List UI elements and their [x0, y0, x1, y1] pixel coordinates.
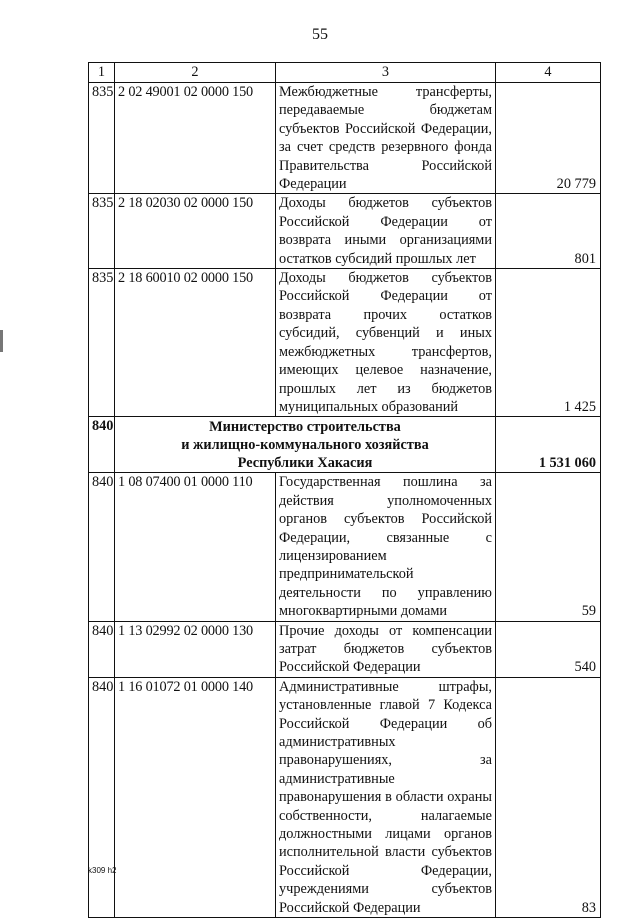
admin-code: 835	[89, 83, 115, 194]
page-number: 55	[312, 26, 328, 43]
scan-artifact	[0, 330, 3, 352]
ministry-title-line: Министерство строительства	[209, 419, 401, 436]
budget-revenue-table	[88, 62, 601, 918]
admin-code: 835	[89, 269, 115, 417]
table-row	[89, 621, 601, 677]
ministry-admin-code: 840	[89, 417, 115, 473]
admin-code: 840	[89, 621, 115, 677]
admin-code: 835	[89, 194, 115, 269]
revenue-amount: 801	[496, 194, 601, 269]
revenue-description: Государственная пошлина за действия уполномоченных органов субъектов Российской Федерации, связанные с лицензированием предпринимательской деятельности по управлению многоквартирными домами	[276, 473, 496, 621]
revenue-code: 1 08 07400 01 0000 110	[115, 473, 276, 621]
revenue-code: 2 18 02030 02 0000 150	[115, 194, 276, 269]
document-footer-code: k309 h2	[88, 866, 117, 875]
revenue-amount: 59	[496, 473, 601, 621]
revenue-description: Прочие доходы от компенсации затрат бюджетов субъектов Российской Федерации	[276, 621, 496, 677]
ministry-title-line: Республики Хакасия	[237, 455, 373, 472]
revenue-description: Межбюджетные трансферты, передаваемые бюджетам субъектов Российской Федерации, за счет средств резервного фонда Правительства Российской Федерации	[276, 83, 496, 194]
column-header: 2	[115, 63, 276, 83]
revenue-code: 1 16 01072 01 0000 140	[115, 677, 276, 917]
revenue-amount: 1 425	[496, 269, 601, 417]
ministry-section-row	[89, 417, 601, 473]
admin-code: 840	[89, 473, 115, 621]
column-header: 3	[276, 63, 496, 83]
revenue-description: Административные штрафы, установленные главой 7 Кодекса Российской Федерации об административных правонарушениях, за административные правонарушения в области охраны собственности, налагаемые должностными лицами органов исполнительной власти субъектов Российской Федерации, учреждениями субъектов Российской Федерации	[276, 677, 496, 917]
revenue-amount: 540	[496, 621, 601, 677]
revenue-amount: 20 779	[496, 83, 601, 194]
revenue-code: 1 13 02992 02 0000 130	[115, 621, 276, 677]
revenue-description: Доходы бюджетов субъектов Российской Федерации от возврата прочих остатков субсидий, субвенций и иных межбюджетных трансфертов, имеющих целевое назначение, прошлых лет из бюджетов муниципальных образований	[276, 269, 496, 417]
admin-code: 840	[89, 677, 115, 917]
table-row	[89, 83, 601, 194]
column-header: 4	[496, 63, 601, 83]
table-row	[89, 473, 601, 621]
table-header-row	[89, 63, 601, 83]
table-row	[89, 677, 601, 917]
revenue-code: 2 18 60010 02 0000 150	[115, 269, 276, 417]
ministry-title	[115, 417, 496, 473]
revenue-description: Доходы бюджетов субъектов Российской Федерации от возврата иными организациями остатков субсидий прошлых лет	[276, 194, 496, 269]
column-header: 1	[89, 63, 115, 83]
table-row	[89, 269, 601, 417]
ministry-title-line: и жилищно-коммунального хозяйства	[181, 437, 429, 454]
revenue-code: 2 02 49001 02 0000 150	[115, 83, 276, 194]
ministry-total-amount: 1 531 060	[496, 417, 601, 473]
table-row	[89, 194, 601, 269]
revenue-amount: 83	[496, 677, 601, 917]
